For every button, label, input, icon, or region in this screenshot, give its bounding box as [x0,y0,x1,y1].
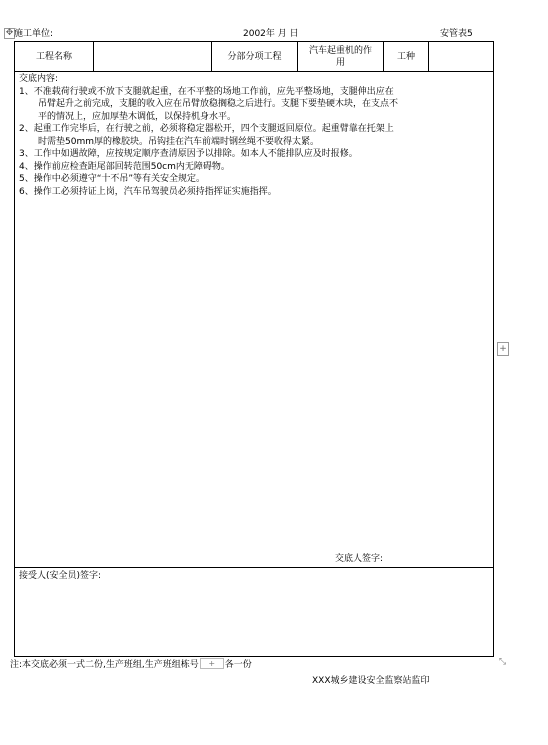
briefing-title: 交底内容: [19,74,59,84]
list-item: 1、不准载荷行驶或不放下支腿就起重，在不平整的场地工作前，应先平整场地，支腿伸出应在 吊臂起升之前完成，支腿的收入应在吊臂放稳搁稳之后进行。支腿下要垫硬木块，在支点不 平的情况上，应加厚垫木调低，以保持机身水平。 [19,86,399,122]
receiver-sign-area[interactable] [19,584,489,652]
project-name-value[interactable] [94,42,211,71]
issuer-text: XXX城乡建设安全监察站监印 [312,676,430,686]
receiver-sign-label: 接受人(安全员)签字: [19,571,102,581]
project-name-label: 工程名称 [35,51,72,62]
briefing-content[interactable] [19,73,491,198]
table-resize-icon[interactable]: ⤡ [498,657,507,667]
unit-label: 施工单位: [14,29,54,39]
list-item: 6、操作工必须持证上岗，汽车吊驾驶员必须持指挥证实施指挥。 [19,186,277,197]
list-item: 2、起重工作完毕后，在行驶之前，必须将稳定器松开，四个支腿返回原位。起重臂靠在托架上 时需垫50mm厚的橡胶块。吊钩挂在汽车前端时钢丝绳不要收得太紧。 [19,124,394,147]
date-text: 2002年 月 日 [243,29,299,39]
add-row-icon[interactable]: + [497,342,509,356]
list-item: 3、工作中如遇故障，应按规定顺序查清原因予以排除。如本人不能排队应及时报修。 [19,149,358,159]
table-move-handle-icon[interactable]: ✥ [5,28,14,38]
briefer-sign-label: 交底人签字: [335,554,384,564]
trade-label: 工种 [396,51,415,62]
subproject-label: 分部分项工程 [227,51,282,62]
subproject-value[interactable]: 汽车起重机的作用 [308,45,372,68]
trade-value[interactable] [429,42,494,71]
insert-column-icon[interactable]: + [200,658,224,669]
footer-note: 注:本交底必须一式二份,生产班组,生产班组栋号 + 各一份 [10,659,252,670]
form-code: 安管表5 [440,29,473,39]
list-item: 5、操作中必须遵守“十不吊”等有关安全规定。 [19,174,206,184]
list-item: 4、操作前应检查距尾部回转范围50cm内无障碍物。 [19,161,230,172]
briefing-table [14,41,494,657]
